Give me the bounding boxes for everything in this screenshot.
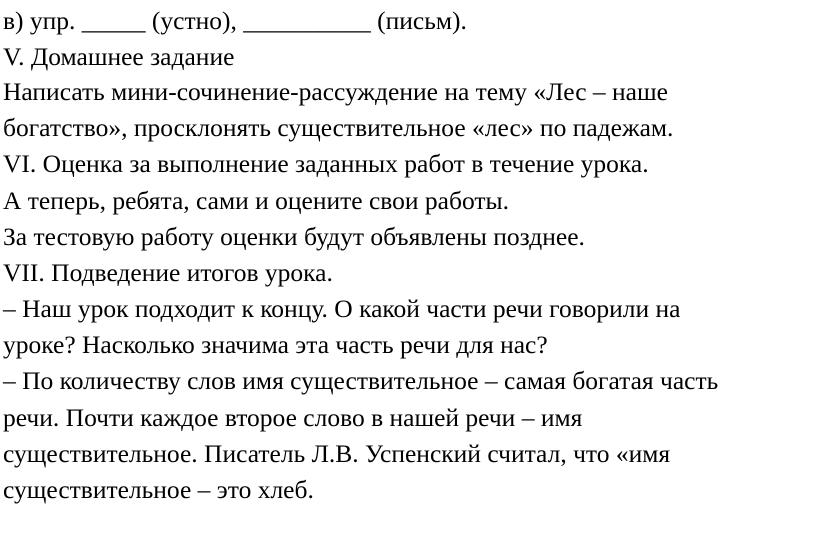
assessment-text-2: За тестовую работу оценки будут объявлены позднее. [3,222,585,251]
summary-question-line-2: уроке? Насколько значима эта часть речи для нас? [3,330,548,359]
homework-task-line-2: богатство», просклонять существительное «лес» по падежам. [3,113,674,142]
homework-task-line-1: Написать мини-сочинение-рассуждение на тему «Лес – наше [3,77,668,106]
assessment-heading: VI. Оценка за выполнение заданных работ в течение урока. [3,149,649,178]
summary-answer-line-1: – По количеству слов имя существительное – самая богатая часть [3,366,719,395]
exercise-line: в) упр. _____ (устно), __________ (письм). [3,6,467,35]
summary-answer-line-3: существительное. Писатель Л.В. Успенский считал, что «имя [3,439,671,468]
summary-heading: VII. Подведение итогов урока. [3,258,333,287]
summary-answer-line-2: речи. Почти каждое второе слово в нашей речи – имя [3,403,583,432]
summary-answer-line-4: существительное – это хлеб. [3,475,314,504]
homework-heading: V. Домашнее задание [3,42,235,71]
summary-question-line-1: – Наш урок подходит к концу. О какой части речи говорили на [3,294,681,323]
assessment-text-1: А теперь, ребята, сами и оцените свои работы. [3,186,510,215]
